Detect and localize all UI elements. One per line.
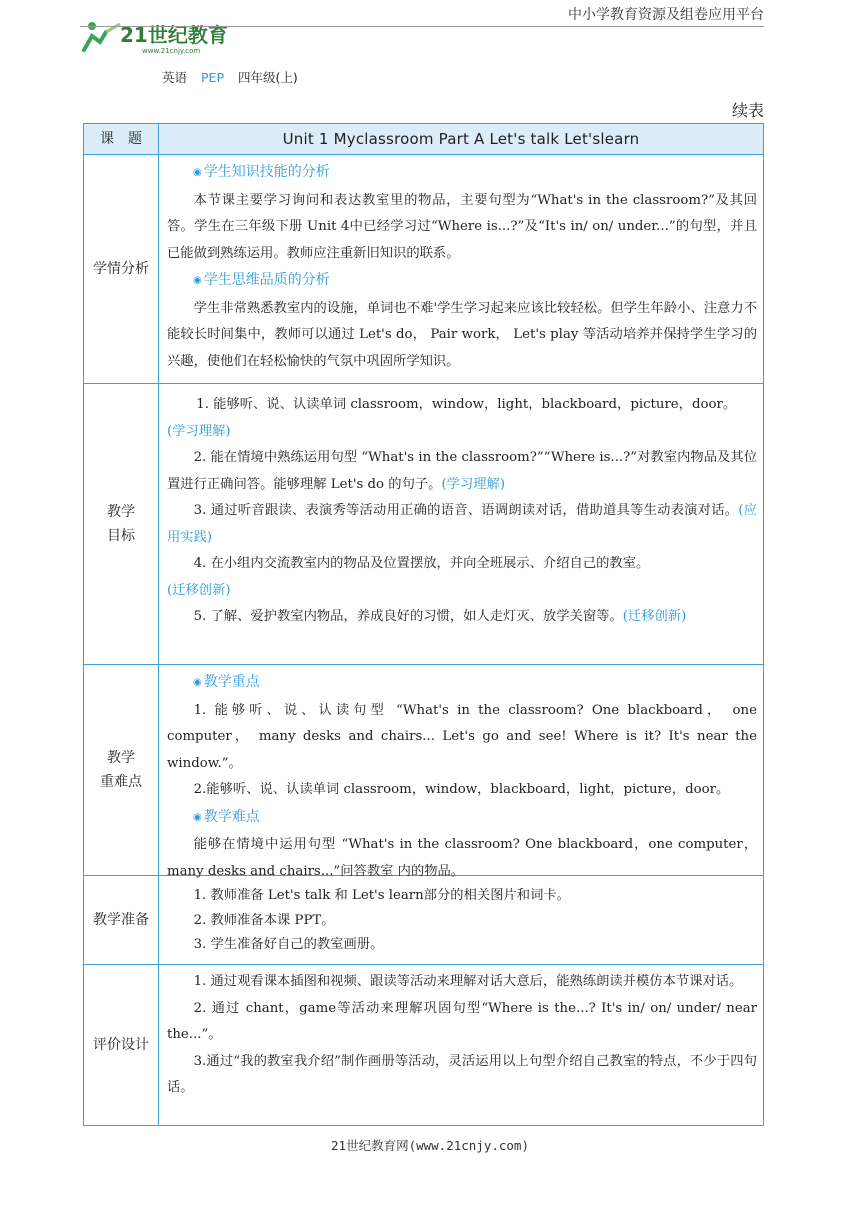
prep-label: 教学准备	[84, 876, 159, 965]
keypoints-label	[84, 665, 159, 876]
goal-1-tag: (学习理解)	[167, 423, 231, 439]
lesson-plan-table	[83, 123, 764, 1126]
goal-1	[167, 392, 757, 445]
table-row-keypoints	[84, 665, 764, 876]
keypoints-subheading-focus: ◉ 教学重点	[167, 669, 757, 698]
goal-4-text: 4. 在小组内交流教室内的物品及位置摆放，并向全班展示、介绍自己的教室。	[193, 556, 650, 571]
topic-label: 课 题	[84, 124, 159, 155]
prep-item-2: 2. 教师准备本课 PPT。	[193, 912, 335, 928]
prep-item-1: 1. 教师准备 Let's talk 和 Let's learn部分的相关图片和词卡。	[193, 888, 570, 903]
course-info	[162, 68, 298, 86]
goal-4-tag: (迁移创新)	[167, 582, 231, 598]
analysis-subheading-thinking: ◉ 学生思维品质的分析	[167, 267, 757, 296]
goal-3-text: 3. 通过听音跟读、表演秀等活动用正确的语音、语调朗读对话，借助道具等生动表演对话。	[193, 503, 739, 518]
topic-title: Unit 1 Myclassroom Part A Let's talk Let'slearn	[159, 124, 764, 155]
eval-item-3: 3.通过“我的教室我介绍”制作画册等活动，灵活运用以上句型介绍自己教室的特点，不少于四句话。	[167, 1053, 757, 1095]
platform-name: 中小学教育资源及组卷应用平台	[568, 7, 764, 23]
table-row-prep	[84, 876, 764, 965]
grade: 四年级(上)	[238, 70, 298, 85]
eval-item-1: 1. 通过观看课本插图和视频、跟读等活动来理解对话大意后，能熟练朗读并模仿本节课对话。	[193, 974, 743, 989]
site-logo	[80, 16, 250, 56]
analysis-label: 学情分析	[84, 155, 159, 384]
logo-text: 21世纪教育	[120, 23, 228, 47]
goals-label	[84, 384, 159, 665]
keypoint-1: 1. 能够听、说、认读句型 “What's in the classroom? One blackboard， one computer， many desks and chairs... Let's go and see! Where is it? It's near the window.”。	[167, 702, 757, 771]
goal-4	[167, 551, 757, 604]
table-row-eval	[84, 965, 764, 1126]
edition: PEP	[201, 70, 224, 85]
goal-2-text: 2. 能在情境中熟练运用句型 “What's in the classroom?”“Where is...?”对教室内物品及其位置进行正确问答。能够理解 Let's do 的句子。	[167, 450, 757, 492]
difficulty-1: 能够在情境中运用句型 “What's in the classroom? One blackboard，one computer，many desks and chairs...”问答教室 内的物品。	[167, 837, 757, 879]
goal-5-text: 5. 了解、爱护教室内物品，养成良好的习惯，如人走灯灭、放学关窗等。	[193, 609, 623, 624]
keypoints-subheading-difficulty: ◉ 教学难点	[167, 804, 757, 833]
continued-label: 续表	[731, 101, 764, 120]
subject: 英语	[162, 70, 188, 85]
footer-copyright: 21世纪教育网(www.21cnjy.com)	[331, 1138, 529, 1153]
goal-2-tag: (学习理解)	[441, 476, 506, 492]
analysis-subheading-skills: ◉ 学生知识技能的分析	[167, 159, 757, 188]
logo-url: www.21cnjy.com	[142, 47, 201, 55]
goal-3-tag: (应用实践)	[167, 503, 757, 545]
analysis-skills-text: 本节课主要学习询问和表达教室里的物品，主要句型为“What's in the classroom?”及其回答。学生在三年级下册 Unit 4中已经学习过“Where is...?”及“It's in/ on/ under...”的句型，并且已能做到熟练运用。教师应注重新旧知识的联系。	[167, 192, 757, 261]
eval-label: 评价设计	[84, 965, 159, 1126]
goal-1-text: 1. 能够听、说、认读单词 classroom，window，light，blackboard，picture，door。	[196, 397, 737, 412]
analysis-thinking-text: 学生非常熟悉教室内的设施，单词也不难'学生学习起来应该比较轻松。但学生年龄小、注意力不能较长时间集中，教师可以通过 Let's do， Pair work， Let's play 等活动培养并保持学生学习的兴趣，使他们在轻松愉快的气氛中巩固所学知识。	[167, 300, 757, 369]
goal-2	[167, 445, 757, 498]
table-row-topic	[84, 124, 764, 155]
goals-label-line1: 教学	[107, 504, 135, 520]
goals-label-line2: 目标	[107, 528, 135, 544]
eval-item-2: 2. 通过 chant，game等活动来理解巩固句型“Where is the...? It's in/ on/ under/ near the...”。	[167, 1000, 757, 1042]
prep-item-3: 3. 学生准备好自己的教室画册。	[193, 937, 384, 952]
keypoint-2: 2.能够听、说、认读单词 classroom，window，blackboard，light，picture，door。	[193, 782, 730, 797]
keypoints-label-line2: 重难点	[100, 774, 142, 790]
goal-5-tag: (迁移创新)	[622, 609, 687, 624]
table-row-goals	[84, 384, 764, 665]
goal-3	[167, 498, 757, 551]
table-row-analysis	[84, 155, 764, 384]
header-divider	[80, 26, 764, 27]
goal-5	[167, 604, 757, 631]
keypoints-label-line1: 教学	[107, 750, 135, 766]
